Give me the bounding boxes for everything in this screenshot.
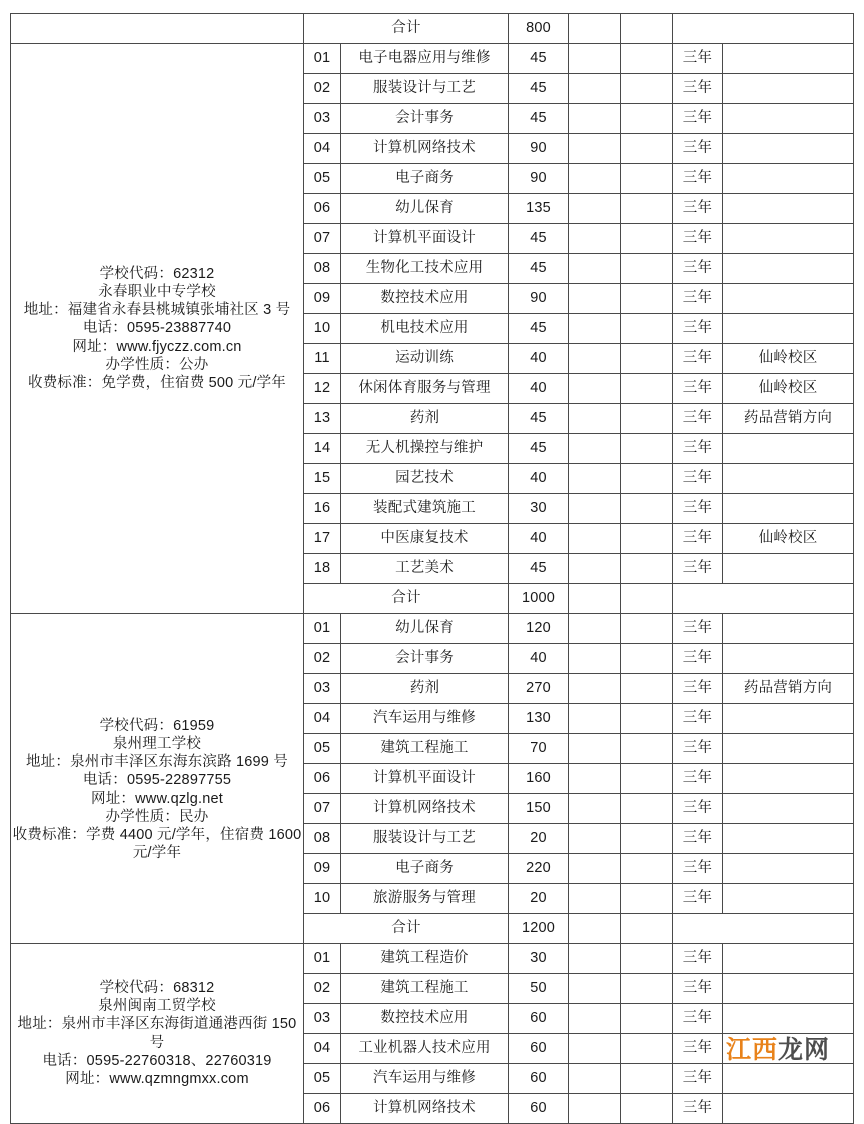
major-name: 会计事务 [341, 104, 509, 134]
major-name: 旅游服务与管理 [341, 884, 509, 914]
major-name: 计算机网络技术 [341, 794, 509, 824]
major-note: 仙岭校区 [723, 344, 854, 374]
school-total-plan: 1200 [509, 914, 569, 944]
major-code: 04 [304, 704, 341, 734]
major-plan: 45 [509, 254, 569, 284]
major-duration: 三年 [673, 314, 723, 344]
major-code: 07 [304, 224, 341, 254]
major-extra-1 [569, 374, 621, 404]
major-note [723, 434, 854, 464]
major-note [723, 164, 854, 194]
major-extra-1 [569, 284, 621, 314]
major-name: 装配式建筑施工 [341, 494, 509, 524]
major-plan: 40 [509, 374, 569, 404]
major-code: 01 [304, 944, 341, 974]
major-note: 药品营销方向 [723, 674, 854, 704]
total-empty-1 [569, 584, 621, 614]
major-plan: 60 [509, 1094, 569, 1124]
major-plan: 40 [509, 464, 569, 494]
school-info-line: 地址：泉州市丰泽区东海东滨路 1699 号 [25, 754, 288, 771]
major-name: 药剂 [341, 404, 509, 434]
major-plan: 30 [509, 944, 569, 974]
table-row [11, 44, 854, 74]
total-empty-3 [673, 584, 854, 614]
major-extra-1 [569, 104, 621, 134]
major-code: 15 [304, 464, 341, 494]
major-note [723, 134, 854, 164]
major-note [723, 224, 854, 254]
major-extra-1 [569, 644, 621, 674]
major-extra-1 [569, 404, 621, 434]
empty-cell-1 [569, 14, 621, 44]
school-info-line: 学校代码：61959 [99, 718, 215, 734]
major-name: 会计事务 [341, 644, 509, 674]
major-name: 中医康复技术 [341, 524, 509, 554]
major-code: 12 [304, 374, 341, 404]
major-plan: 90 [509, 164, 569, 194]
major-note: 仙岭校区 [723, 524, 854, 554]
major-plan: 45 [509, 104, 569, 134]
major-note [723, 1064, 854, 1094]
major-note [723, 284, 854, 314]
major-code: 03 [304, 674, 341, 704]
major-code: 01 [304, 614, 341, 644]
major-plan: 40 [509, 344, 569, 374]
major-extra-2 [621, 164, 673, 194]
major-code: 18 [304, 554, 341, 584]
major-duration: 三年 [673, 734, 723, 764]
major-plan: 40 [509, 524, 569, 554]
major-plan: 30 [509, 494, 569, 524]
major-extra-2 [621, 134, 673, 164]
major-plan: 45 [509, 554, 569, 584]
major-extra-2 [621, 74, 673, 104]
major-extra-1 [569, 464, 621, 494]
major-code: 02 [304, 644, 341, 674]
table-row [11, 944, 854, 974]
major-code: 01 [304, 44, 341, 74]
major-duration: 三年 [673, 824, 723, 854]
major-code: 06 [304, 1094, 341, 1124]
school-info-line: 泉州理工学校 [112, 736, 202, 753]
major-extra-2 [621, 614, 673, 644]
major-name: 服装设计与工艺 [341, 74, 509, 104]
major-duration: 三年 [673, 524, 723, 554]
major-name: 计算机网络技术 [341, 1094, 509, 1124]
total-plan-value: 800 [509, 14, 569, 44]
major-extra-2 [621, 194, 673, 224]
table-row [11, 614, 854, 644]
major-duration: 三年 [673, 164, 723, 194]
total-empty-2 [621, 584, 673, 614]
major-extra-2 [621, 284, 673, 314]
major-name: 药剂 [341, 674, 509, 704]
major-note [723, 734, 854, 764]
major-extra-2 [621, 674, 673, 704]
enrollment-plan-sheet [10, 13, 853, 1124]
major-extra-2 [621, 794, 673, 824]
major-name: 服装设计与工艺 [341, 824, 509, 854]
major-extra-2 [621, 734, 673, 764]
major-name: 园艺技术 [341, 464, 509, 494]
major-code: 09 [304, 284, 341, 314]
major-plan: 135 [509, 194, 569, 224]
major-note [723, 794, 854, 824]
major-note [723, 74, 854, 104]
school-info-line: 网址：www.fjyczz.com.cn [72, 338, 242, 355]
major-name: 数控技术应用 [341, 1004, 509, 1034]
major-extra-2 [621, 104, 673, 134]
watermark-part-2: 龙网 [778, 1035, 831, 1064]
major-duration: 三年 [673, 134, 723, 164]
major-extra-1 [569, 524, 621, 554]
major-code: 05 [304, 734, 341, 764]
major-code: 05 [304, 164, 341, 194]
major-code: 08 [304, 824, 341, 854]
school-total-plan: 1000 [509, 584, 569, 614]
major-extra-1 [569, 1004, 621, 1034]
major-extra-2 [621, 254, 673, 284]
major-duration: 三年 [673, 644, 723, 674]
major-extra-2 [621, 1064, 673, 1094]
major-name: 生物化工技术应用 [341, 254, 509, 284]
school-info-line: 办学性质：民办 [105, 808, 209, 825]
major-code: 02 [304, 974, 341, 1004]
major-duration: 三年 [673, 1094, 723, 1124]
major-extra-2 [621, 764, 673, 794]
major-duration: 三年 [673, 794, 723, 824]
school-info-line: 电话：0595-22760318、22760319 [42, 1052, 272, 1069]
major-extra-2 [621, 1034, 673, 1064]
major-extra-1 [569, 884, 621, 914]
major-extra-2 [621, 44, 673, 74]
major-extra-2 [621, 344, 673, 374]
major-extra-1 [569, 224, 621, 254]
major-plan: 150 [509, 794, 569, 824]
major-plan: 20 [509, 884, 569, 914]
total-empty-1 [569, 914, 621, 944]
major-name: 运动训练 [341, 344, 509, 374]
major-duration: 三年 [673, 44, 723, 74]
major-extra-2 [621, 854, 673, 884]
major-extra-1 [569, 494, 621, 524]
major-plan: 90 [509, 284, 569, 314]
major-duration: 三年 [673, 254, 723, 284]
major-duration: 三年 [673, 884, 723, 914]
major-extra-2 [621, 524, 673, 554]
major-note [723, 974, 854, 1004]
major-extra-2 [621, 494, 673, 524]
school-info-line: 永春职业中专学校 [98, 284, 216, 301]
major-extra-2 [621, 884, 673, 914]
major-duration: 三年 [673, 1034, 723, 1064]
major-code: 07 [304, 794, 341, 824]
school-info-line: 学校代码：62312 [99, 266, 215, 283]
school-info-line: 电话：0595-22897755 [82, 772, 232, 789]
major-name: 计算机平面设计 [341, 764, 509, 794]
major-note: 仙岭校区 [723, 374, 854, 404]
major-code: 05 [304, 1064, 341, 1094]
major-code: 08 [304, 254, 341, 284]
major-extra-1 [569, 194, 621, 224]
major-extra-2 [621, 314, 673, 344]
major-name: 建筑工程施工 [341, 734, 509, 764]
major-code: 09 [304, 854, 341, 884]
major-code: 06 [304, 764, 341, 794]
major-note [723, 44, 854, 74]
major-note [723, 644, 854, 674]
major-note [723, 494, 854, 524]
major-name: 汽车运用与维修 [341, 1064, 509, 1094]
major-name: 幼儿保育 [341, 194, 509, 224]
major-code: 14 [304, 434, 341, 464]
major-duration: 三年 [673, 194, 723, 224]
major-note [723, 854, 854, 884]
major-duration: 三年 [673, 944, 723, 974]
major-extra-2 [621, 404, 673, 434]
table-row [11, 14, 854, 44]
major-plan: 45 [509, 44, 569, 74]
school-info-line: 收费标准：免学费，住宿费 500 元/学年 [28, 374, 286, 391]
major-plan: 45 [509, 74, 569, 104]
major-note [723, 614, 854, 644]
major-duration: 三年 [673, 1004, 723, 1034]
major-code: 10 [304, 314, 341, 344]
major-duration: 三年 [673, 704, 723, 734]
major-plan: 50 [509, 974, 569, 1004]
major-note [723, 464, 854, 494]
major-plan: 45 [509, 404, 569, 434]
major-extra-1 [569, 1094, 621, 1124]
major-extra-2 [621, 464, 673, 494]
major-extra-2 [621, 974, 673, 1004]
major-extra-1 [569, 734, 621, 764]
major-duration: 三年 [673, 764, 723, 794]
major-code: 03 [304, 1004, 341, 1034]
major-name: 数控技术应用 [341, 284, 509, 314]
major-name: 电子电器应用与维修 [341, 44, 509, 74]
major-extra-1 [569, 164, 621, 194]
major-extra-2 [621, 1094, 673, 1124]
major-extra-1 [569, 854, 621, 884]
major-plan: 45 [509, 224, 569, 254]
major-extra-1 [569, 824, 621, 854]
major-duration: 三年 [673, 854, 723, 884]
major-note: 药品营销方向 [723, 404, 854, 434]
school-info-line: 地址：福建省永春县桃城镇张埔社区 3 号 [23, 302, 291, 319]
major-extra-2 [621, 704, 673, 734]
major-duration: 三年 [673, 404, 723, 434]
major-plan: 270 [509, 674, 569, 704]
major-extra-1 [569, 314, 621, 344]
major-note [723, 824, 854, 854]
major-plan: 130 [509, 704, 569, 734]
major-name: 幼儿保育 [341, 614, 509, 644]
major-name: 工艺美术 [341, 554, 509, 584]
major-duration: 三年 [673, 224, 723, 254]
major-duration: 三年 [673, 494, 723, 524]
major-duration: 三年 [673, 434, 723, 464]
major-plan: 60 [509, 1064, 569, 1094]
major-extra-1 [569, 614, 621, 644]
major-extra-1 [569, 974, 621, 1004]
major-note [723, 704, 854, 734]
major-extra-2 [621, 944, 673, 974]
major-duration: 三年 [673, 1064, 723, 1094]
school-info-cell [11, 44, 304, 614]
school-info-cell [11, 944, 304, 1124]
major-plan: 70 [509, 734, 569, 764]
total-empty-3 [673, 914, 854, 944]
major-note [723, 194, 854, 224]
school-info-line: 网址：www.qzmngmxx.com [65, 1070, 249, 1087]
empty-cell-3 [673, 14, 854, 44]
major-note [723, 254, 854, 284]
major-note [723, 1004, 854, 1034]
major-duration: 三年 [673, 974, 723, 1004]
major-name: 无人机操控与维护 [341, 434, 509, 464]
school-info-line: 办学性质：公办 [105, 356, 209, 373]
major-duration: 三年 [673, 674, 723, 704]
major-extra-1 [569, 434, 621, 464]
major-code: 10 [304, 884, 341, 914]
major-name: 汽车运用与维修 [341, 704, 509, 734]
major-code: 11 [304, 344, 341, 374]
major-plan: 90 [509, 134, 569, 164]
major-plan: 20 [509, 824, 569, 854]
school-info-cell-empty [11, 14, 304, 44]
major-plan: 220 [509, 854, 569, 884]
major-code: 03 [304, 104, 341, 134]
major-extra-1 [569, 74, 621, 104]
total-label: 合计 [304, 14, 509, 44]
school-info-line: 网址：www.qzlg.net [91, 790, 223, 807]
major-duration: 三年 [673, 464, 723, 494]
major-note [723, 314, 854, 344]
major-code: 16 [304, 494, 341, 524]
major-duration: 三年 [673, 374, 723, 404]
major-note [723, 104, 854, 134]
major-code: 02 [304, 74, 341, 104]
major-note [723, 764, 854, 794]
major-extra-2 [621, 374, 673, 404]
school-info-cell [11, 614, 304, 944]
major-name: 休闲体育服务与管理 [341, 374, 509, 404]
major-name: 建筑工程造价 [341, 944, 509, 974]
major-extra-2 [621, 554, 673, 584]
major-duration: 三年 [673, 284, 723, 314]
major-duration: 三年 [673, 104, 723, 134]
school-total-label: 合计 [304, 914, 509, 944]
major-extra-2 [621, 824, 673, 854]
major-extra-1 [569, 1034, 621, 1064]
major-code: 06 [304, 194, 341, 224]
empty-cell-2 [621, 14, 673, 44]
major-code: 04 [304, 134, 341, 164]
major-plan: 60 [509, 1004, 569, 1034]
major-extra-1 [569, 254, 621, 284]
major-extra-1 [569, 794, 621, 824]
major-duration: 三年 [673, 344, 723, 374]
total-empty-2 [621, 914, 673, 944]
major-plan: 40 [509, 644, 569, 674]
major-duration: 三年 [673, 74, 723, 104]
major-note [723, 1094, 854, 1124]
major-code: 04 [304, 1034, 341, 1064]
major-note [723, 1034, 854, 1064]
major-name: 电子商务 [341, 854, 509, 884]
watermark-part-1: 江西 [726, 1035, 779, 1064]
major-code: 13 [304, 404, 341, 434]
major-note [723, 884, 854, 914]
major-extra-1 [569, 704, 621, 734]
major-extra-1 [569, 1064, 621, 1094]
major-plan: 120 [509, 614, 569, 644]
school-info-line: 收费标准：学费 4400 元/学年，住宿费 1600 元/学年 [12, 826, 302, 861]
major-extra-2 [621, 224, 673, 254]
major-duration: 三年 [673, 554, 723, 584]
major-plan: 45 [509, 314, 569, 344]
enrollment-plan-table [10, 13, 854, 1124]
major-code: 17 [304, 524, 341, 554]
major-extra-2 [621, 644, 673, 674]
major-duration: 三年 [673, 614, 723, 644]
school-total-label: 合计 [304, 584, 509, 614]
major-plan: 60 [509, 1034, 569, 1064]
school-info-line: 电话：0595-23887740 [82, 320, 232, 337]
major-extra-1 [569, 554, 621, 584]
major-name: 计算机网络技术 [341, 134, 509, 164]
major-note [723, 944, 854, 974]
major-extra-1 [569, 674, 621, 704]
major-extra-1 [569, 134, 621, 164]
major-extra-2 [621, 1004, 673, 1034]
major-plan: 160 [509, 764, 569, 794]
school-info-line: 学校代码：68312 [99, 980, 215, 997]
major-name: 机电技术应用 [341, 314, 509, 344]
major-name: 建筑工程施工 [341, 974, 509, 1004]
major-name: 计算机平面设计 [341, 224, 509, 254]
major-extra-1 [569, 344, 621, 374]
major-extra-2 [621, 434, 673, 464]
major-extra-1 [569, 944, 621, 974]
major-name: 工业机器人技术应用 [341, 1034, 509, 1064]
major-name: 电子商务 [341, 164, 509, 194]
school-info-line: 泉州闽南工贸学校 [98, 998, 216, 1015]
major-plan: 45 [509, 434, 569, 464]
school-info-line: 地址：泉州市丰泽区东海街道通港西街 150 号 [17, 1016, 297, 1051]
major-extra-1 [569, 44, 621, 74]
major-extra-1 [569, 764, 621, 794]
major-note [723, 554, 854, 584]
